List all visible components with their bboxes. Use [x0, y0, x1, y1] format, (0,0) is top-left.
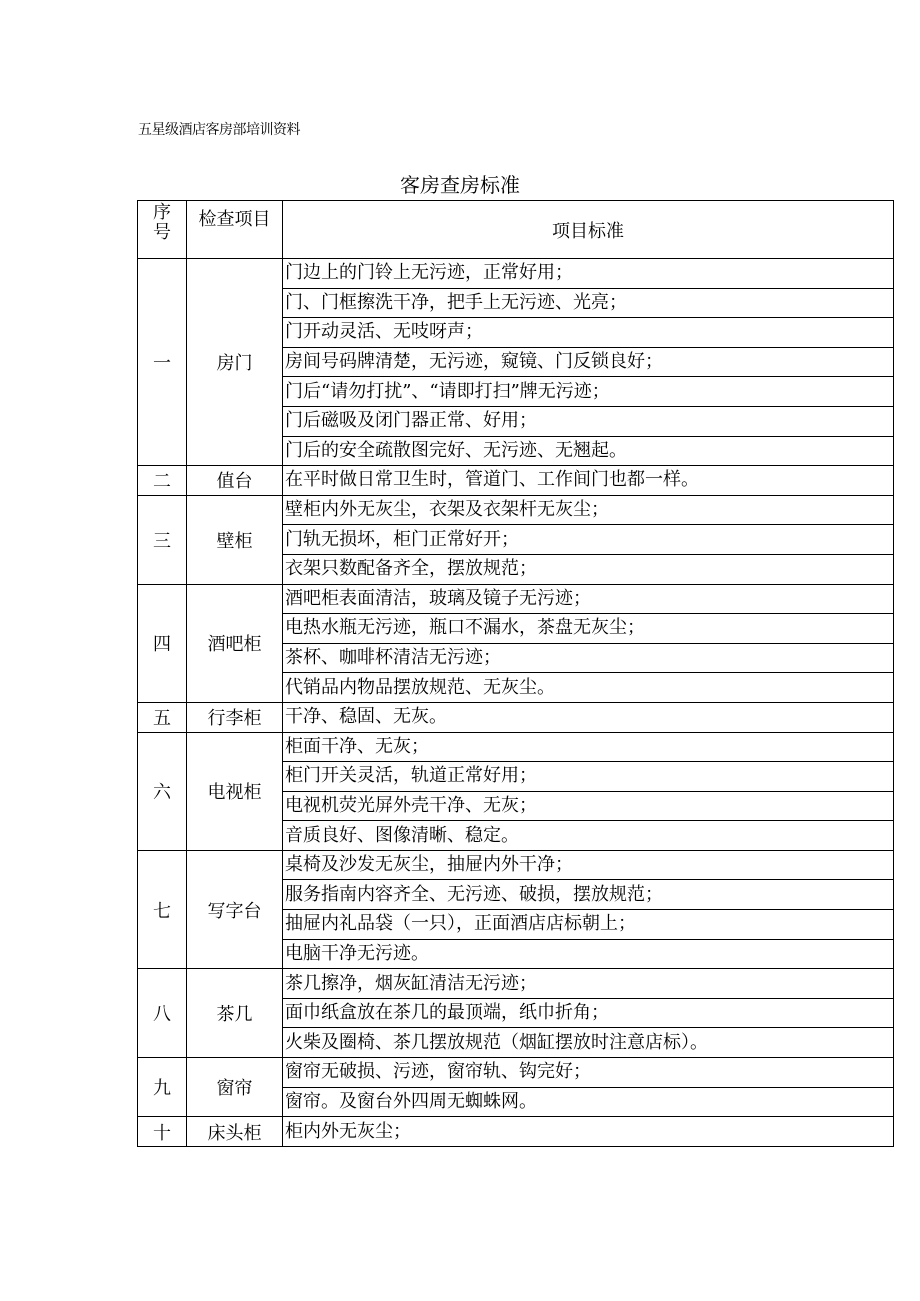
table-row	[138, 495, 894, 525]
standard-line: 房间号码牌清楚，无污迹，窥镜、门反锁良好；	[283, 347, 894, 377]
standard-line: 门边上的门铃上无污迹，正常好用；	[283, 259, 894, 289]
section-item-name: 酒吧柜	[187, 584, 283, 702]
standard-line: 柜内外无灰尘；	[283, 1117, 894, 1147]
section-number: 六	[138, 732, 187, 850]
standard-line: 火柴及圈椅、茶几摆放规范（烟缸摆放时注意店标）。	[283, 1028, 894, 1058]
section-item-name: 行李柜	[187, 702, 283, 732]
standard-line: 电脑干净无污迹。	[283, 939, 894, 969]
table-row	[138, 584, 894, 614]
section-number: 九	[138, 1058, 187, 1117]
table-row	[138, 466, 894, 496]
standard-line: 柜门开关灵活，轨道正常好用；	[283, 762, 894, 792]
table-body	[138, 259, 894, 1147]
standard-line: 服务指南内容齐全、无污迹、破损，摆放规范；	[283, 880, 894, 910]
header-note: 五星级酒店客房部培训资料	[138, 122, 300, 138]
standard-line: 窗帘。及窗台外四周无蜘蛛网。	[283, 1087, 894, 1117]
standard-line: 柜面干净、无灰；	[283, 732, 894, 762]
section-number: 一	[138, 259, 187, 466]
standard-line: 电热水瓶无污迹，瓶口不漏水，茶盘无灰尘；	[283, 614, 894, 644]
standard-line: 门轨无损坏，柜门正常好开；	[283, 525, 894, 555]
standard-line: 酒吧柜表面清洁，玻璃及镜子无污迹；	[283, 584, 894, 614]
page-title: 客房查房标准	[400, 173, 520, 197]
section-item-name: 电视柜	[187, 732, 283, 850]
standard-line: 音质良好、图像清晰、稳定。	[283, 821, 894, 851]
standard-line: 干净、稳固、无灰。	[283, 702, 894, 732]
table-header-row	[138, 201, 894, 259]
standard-line: 门开动灵活、无吱呀声；	[283, 318, 894, 348]
section-number: 七	[138, 850, 187, 968]
section-number: 四	[138, 584, 187, 702]
standard-line: 代销品内物品摆放规范、无灰尘。	[283, 673, 894, 703]
standard-line: 门后“请勿打扰”、“请即打扫”牌无污迹；	[283, 377, 894, 407]
section-number: 五	[138, 702, 187, 732]
table-row	[138, 1058, 894, 1088]
standard-line: 壁柜内外无灰尘，衣架及衣架杆无灰尘；	[283, 495, 894, 525]
inspection-standards-table	[137, 200, 894, 1147]
section-item-name: 窗帘	[187, 1058, 283, 1117]
section-item-name: 值台	[187, 466, 283, 496]
table-row	[138, 969, 894, 999]
section-item-name: 床头柜	[187, 1117, 283, 1147]
standard-line: 门后的安全疏散图完好、无污迹、无翘起。	[283, 436, 894, 466]
table-row	[138, 702, 894, 732]
section-item-name: 壁柜	[187, 495, 283, 584]
section-number: 二	[138, 466, 187, 496]
standard-line: 门、门框擦洗干净，把手上无污迹、光亮；	[283, 288, 894, 318]
standard-line: 门后磁吸及闭门器正常、好用；	[283, 406, 894, 436]
table-row	[138, 850, 894, 880]
table-row	[138, 1117, 894, 1147]
header-inspection-item: 检查项目	[187, 201, 283, 259]
standard-line: 窗帘无破损、污迹，窗帘轨、钩完好；	[283, 1058, 894, 1088]
standard-line: 抽屉内礼品袋（一只），正面酒店店标朝上；	[283, 910, 894, 940]
section-number: 八	[138, 969, 187, 1058]
section-item-name: 写字台	[187, 850, 283, 968]
section-item-name: 房门	[187, 259, 283, 466]
table-row	[138, 259, 894, 289]
standard-line: 桌椅及沙发无灰尘，抽屉内外干净；	[283, 850, 894, 880]
standard-line: 茶几擦净，烟灰缸清洁无污迹；	[283, 969, 894, 999]
standard-line: 在平时做日常卫生时，管道门、工作间门也都一样。	[283, 466, 894, 496]
table-row	[138, 732, 894, 762]
standard-line: 面巾纸盒放在茶几的最顶端，纸巾折角；	[283, 998, 894, 1028]
header-item-standard: 项目标准	[283, 201, 894, 259]
standard-line: 衣架只数配备齐全，摆放规范；	[283, 554, 894, 584]
standard-line: 电视机荧光屏外壳干净、无灰；	[283, 791, 894, 821]
section-item-name: 茶几	[187, 969, 283, 1058]
header-serial-number: 序 号	[138, 201, 187, 259]
section-number: 三	[138, 495, 187, 584]
standard-line: 茶杯、咖啡杯清洁无污迹；	[283, 643, 894, 673]
section-number: 十	[138, 1117, 187, 1147]
